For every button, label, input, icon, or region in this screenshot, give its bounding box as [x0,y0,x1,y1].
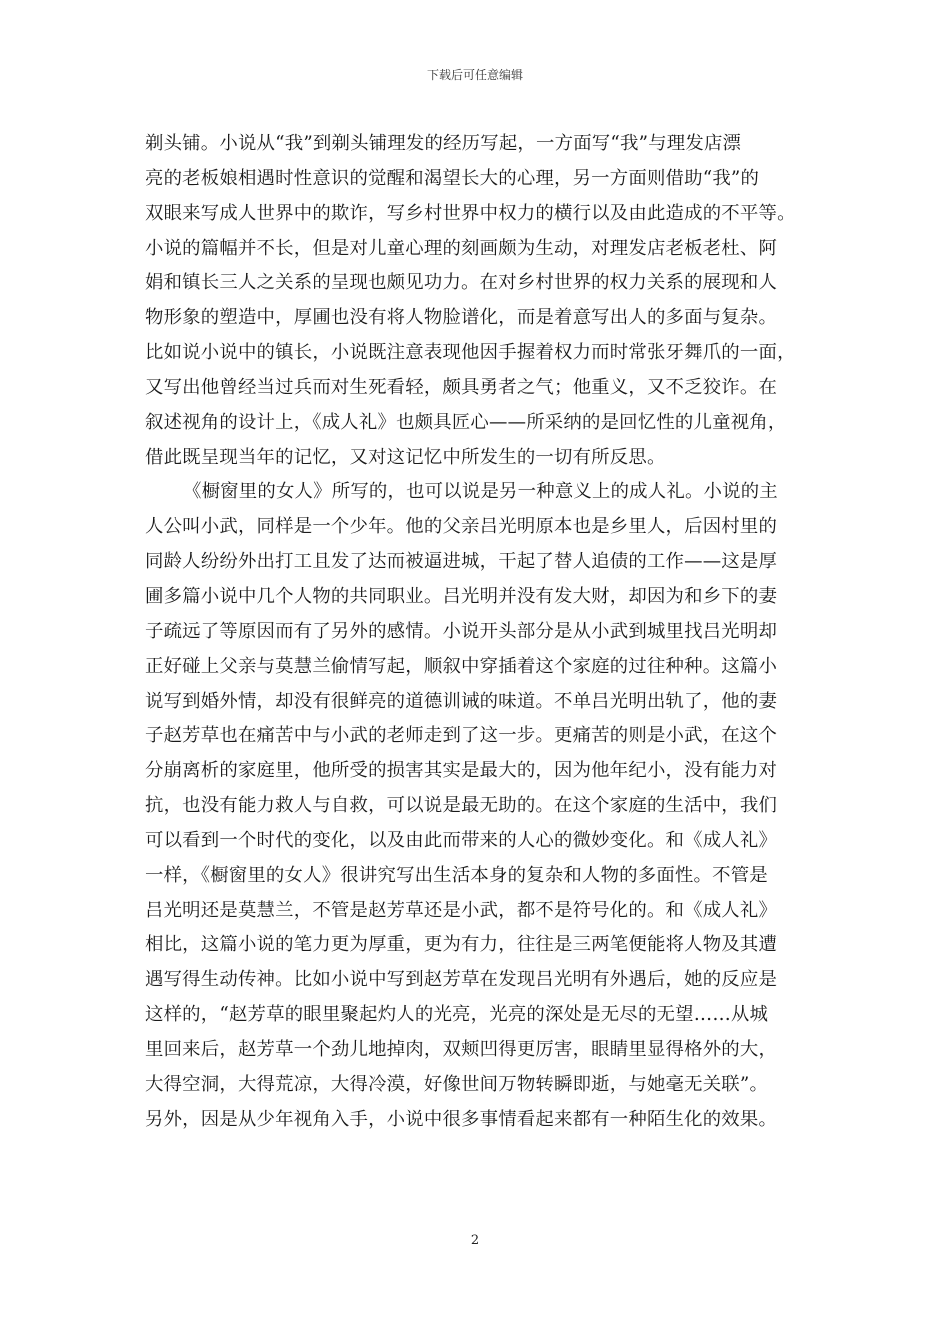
text-line: 子疏远了等原因而有了另外的感情。小说开头部分是从小武到城里找吕光明却 [145,620,778,642]
text-line: 一样，《橱窗里的女人》很讲究写出生活本身的复杂和人物的多面性。不管是 [145,864,768,886]
text-line: 人公叫小武，同样是一个少年。他的父亲吕光明原本也是乡里人，后因村里的 [145,516,778,538]
text-line: 子赵芳草也在痛苦中与小武的老师走到了这一步。更痛苦的则是小武，在这个 [145,725,778,747]
text-line: 借此既呈现当年的记忆，又对这记忆中所发生的一切有所反思。 [145,446,666,468]
text-line: 另外，因是从少年视角入手，小说中很多事情看起来都有一种陌生化的效果。 [145,1108,778,1130]
text-line: 同龄人纷纷外出打工且发了达而被逼进城，干起了替人追债的工作——这是厚 [145,551,778,573]
body-text [145,127,810,1137]
text-line: 里回来后，赵芳草一个劲儿地掉肉，双颊凹得更厉害，眼睛里显得格外的大， [145,1038,778,1060]
text-line: 双眼来写成人世界中的欺诈，写乡村世界中权力的横行以及由此造成的不平等。 [145,202,796,224]
text-line: 比如说小说中的镇长，小说既注意表现他因手握着权力而时常张牙舞爪的一面， [145,342,796,364]
page-number: 2 [470,1233,480,1248]
text-line: 吕光明还是莫慧兰，不管是赵芳草还是小武，都不是符号化的。和《成人礼》 [145,899,778,921]
page-header: 下载后可任意编辑 [426,68,523,82]
text-line: 正好碰上父亲与莫慧兰偷情写起，顺叙中穿插着这个家庭的过往种种。这篇小 [145,655,778,677]
text-line: 说写到婚外情，却没有很鲜亮的道德训诫的味道。不单吕光明出轨了，他的妻 [145,690,778,712]
text-line: 叙述视角的设计上，《成人礼》也颇具匠心——所采纳的是回忆性的儿童视角， [145,411,787,433]
text-line: 这样的，“赵芳草的眼里聚起灼人的光亮，光亮的深处是无尽的无望……从城 [145,1004,769,1026]
text-line: 可以看到一个时代的变化，以及由此而带来的人心的微妙变化。和《成人礼》 [145,829,778,851]
text-line: 圃多篇小说中几个人物的共同职业。吕光明并没有发大财，却因为和乡下的妻 [145,585,778,607]
text-line: 娟和镇长三人之关系的呈现也颇见功力。在对乡村世界的权力关系的展现和人 [145,272,778,294]
text-line: 大得空洞，大得荒凉，大得冷漠，好像世间万物转瞬即逝，与她毫无关联”。 [145,1073,769,1095]
text-line: 《橱窗里的女人》所写的，也可以说是另一种意义上的成人礼。小说的主 [183,481,778,503]
text-line: 分崩离析的家庭里，他所受的损害其实是最大的，因为他年纪小，没有能力对 [145,760,778,782]
text-line: 物形象的塑造中，厚圃也没有将人物脸谱化，而是着意写出人的多面与复杂。 [145,307,778,329]
text-line: 剃头铺。小说从“我”到剃头铺理发的经历写起，一方面写“我”与理发店漂 [145,133,742,154]
text-line: 相比，这篇小说的笔力更为厚重，更为有力，往往是三两笔便能将人物及其遭 [145,934,778,956]
text-line: 亮的老板娘相遇时性意识的觉醒和渴望长大的心理，另一方面则借助“我”的 [145,167,760,189]
text-line: 小说的篇幅并不长，但是对儿童心理的刻画颇为生动，对理发店老板老杜、阿 [145,237,778,259]
text-line: 又写出他曾经当过兵而对生死看轻，颇具勇者之气；他重义，又不乏狡诈。在 [145,376,778,398]
text-line: 遇写得生动传神。比如小说中写到赵芳草在发现吕光明有外遇后，她的反应是 [145,969,778,991]
text-line: 抗，也没有能力救人与自救，可以说是最无助的。在这个家庭的生活中，我们 [145,795,778,817]
